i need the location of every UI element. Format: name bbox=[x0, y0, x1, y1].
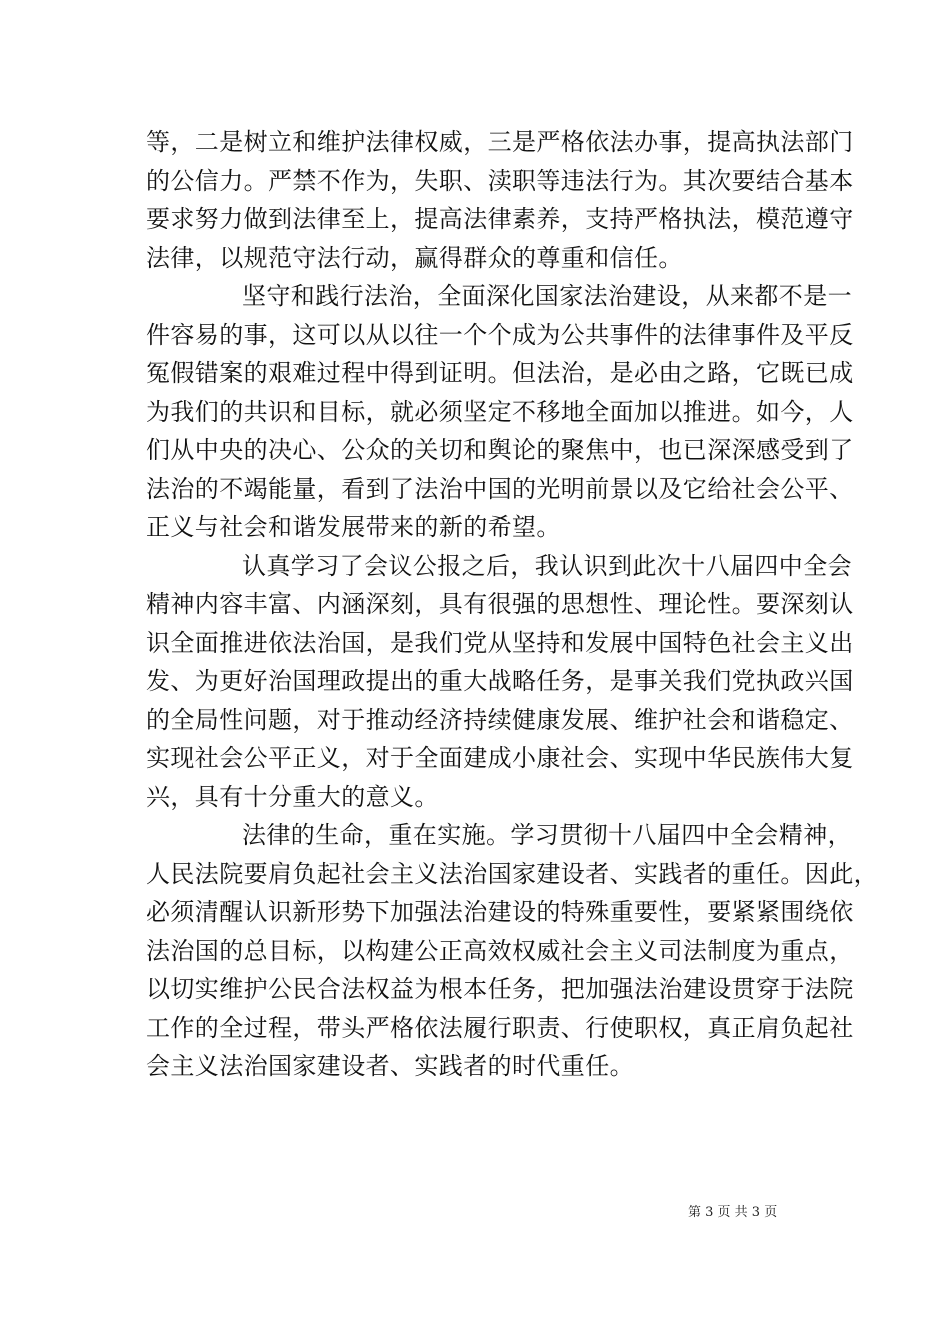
text-line: 件容易的事，这可以从以往一个个成为公共事件的法律事件及平反 bbox=[146, 320, 854, 349]
text-line: 法律的生命，重在实施。学习贯彻十八届四中全会精神， bbox=[242, 821, 852, 849]
text-line: 的全局性问题，对于推动经济持续健康发展、维护社会和谐稳定、 bbox=[146, 705, 854, 734]
text-line: 工作的全过程，带头严格依法履行职责、行使职权，真正肩负起社 bbox=[146, 1013, 854, 1042]
text-line: 识全面推进依法治国，是我们党从坚持和发展中国特色社会主义出 bbox=[146, 628, 854, 657]
text-line: 的公信力。严禁不作为，失职、渎职等违法行为。其次要结合基本 bbox=[146, 166, 854, 195]
text-line: 要求努力做到法律至上，提高法律素养，支持严格执法，模范遵守 bbox=[146, 205, 854, 233]
text-line: 法律，以规范守法行动，赢得群众的尊重和信任。 bbox=[146, 243, 683, 272]
document-body bbox=[146, 123, 878, 1086]
text-line: 必须清醒认识新形势下加强法治建设的特殊重要性，要紧紧围绕依 bbox=[146, 898, 854, 926]
text-line: 精神内容丰富、内涵深刻，具有很强的思想性、理论性。要深刻认 bbox=[146, 590, 854, 618]
text-line: 法治的不竭能量，看到了法治中国的光明前景以及它给社会公平、 bbox=[146, 474, 854, 503]
text-line: 为我们的共识和目标，就必须坚定不移地全面加以推进。如今，人 bbox=[146, 397, 854, 426]
text-line: 会主义法治国家建设者、实践者的时代重任。 bbox=[146, 1052, 634, 1080]
page-number-footer: 第 3 页 共 3 页 bbox=[688, 1205, 778, 1220]
text-line: 等，二是树立和维护法律权威，三是严格依法办事，提高执法部门 bbox=[146, 128, 854, 156]
text-line: 实现社会公平正义，对于全面建成小康社会、实现中华民族伟大复 bbox=[146, 744, 854, 772]
text-line: 们从中央的决心、公众的关切和舆论的聚焦中，也已深深感受到了 bbox=[146, 436, 854, 464]
text-line: 坚守和践行法治，全面深化国家法治建设，从来都不是一 bbox=[242, 282, 852, 310]
paragraph-3 bbox=[146, 547, 854, 817]
text-line: 认真学习了会议公报之后，我认识到此次十八届四中全会 bbox=[242, 551, 852, 580]
text-line: 发、为更好治国理政提出的重大战略任务，是事关我们党执政兴国 bbox=[146, 667, 854, 695]
text-line: 以切实维护公民合法权益为根本任务，把加强法治建设贯穿于法院 bbox=[146, 975, 854, 1003]
text-line: 正义与社会和谐发展带来的新的希望。 bbox=[146, 513, 561, 541]
paragraph-2 bbox=[146, 277, 854, 547]
text-line: 人民法院要肩负起社会主义法治国家建设者、实践者的重任。因此， bbox=[146, 859, 878, 888]
text-line: 冤假错案的艰难过程中得到证明。但法治，是必由之路，它既已成 bbox=[146, 359, 854, 387]
text-line: 法治国的总目标，以构建公正高效权威社会主义司法制度为重点， bbox=[146, 936, 854, 965]
text-line: 兴，具有十分重大的意义。 bbox=[146, 782, 439, 811]
paragraph-1 bbox=[146, 123, 854, 277]
paragraph-4 bbox=[146, 816, 878, 1086]
